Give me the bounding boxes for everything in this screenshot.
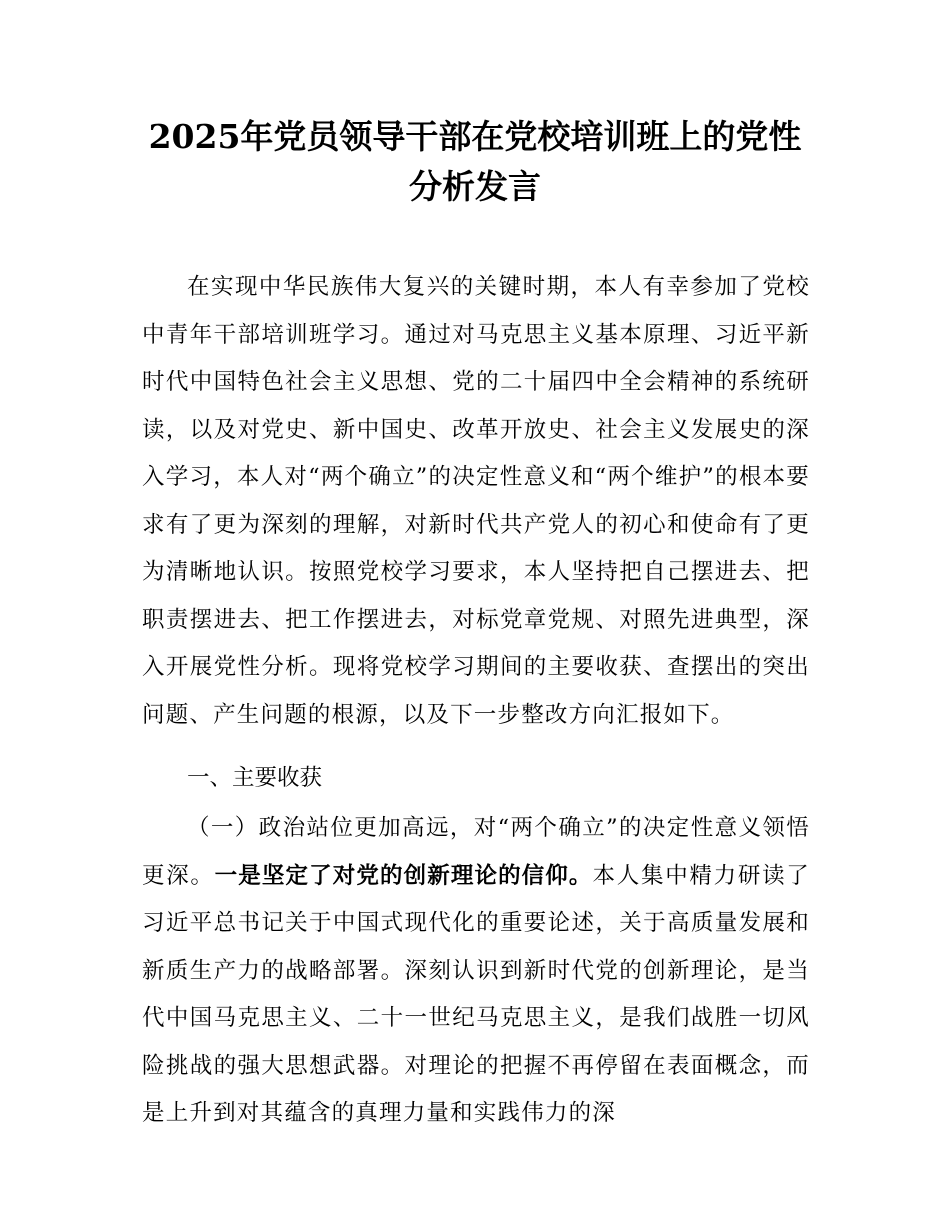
subsection-body: 本人集中精力研读了习近平总书记关于中国式现代化的重要论述，关于高质量发展和新质生产力的战略部署。深刻认识到新时代党的创新理论，是当代中国马克思主义、二十一世纪马克思主义，是我们战胜一切风险挑战的强大思想武器。对理论的把握不再停留在表面概念，而是上升到对其蕴含的真理力量和实践伟力的深 (142, 862, 810, 1126)
subsection-bold-lead: 一是坚定了对党的创新理论的信仰。 (214, 862, 593, 889)
document-title (100, 112, 850, 212)
subsection-paragraph-political-stance (142, 805, 810, 1138)
intro-paragraph: 在实现中华民族伟大复兴的关键时期，本人有幸参加了党校中青年干部培训班学习。通过对马克思主义基本原理、习近平新时代中国特色社会主义思想、党的二十届四中全会精神的系统研读，以及对党史、新中国史、改革开放史、社会主义发展史的深入学习，本人对“两个确立”的决定性意义和“两个维护”的根本要求有了更为深刻的理解，对新时代共产党人的初心和使命有了更为清晰地认识。按照党校学习要求，本人坚持把自己摆进去、把职责摆进去、把工作摆进去，对标党章党规、对照先进典型，深入开展党性分析。现将党校学习期间的主要收获、查摆出的突出问题、产生问题的根源，以及下一步整改方向汇报如下。 (142, 274, 810, 728)
subsection-prefix: （一）政治站位更加高远，对“两个确立”的决定性意义领悟更深。 (142, 815, 810, 889)
document-title-line-2: 分析发言 (409, 167, 541, 206)
document-title-line-1: 2025年党员领导干部在党校培训班上的党性 (148, 117, 802, 156)
section-heading-main-gains: 一、主要收获 (187, 765, 323, 791)
